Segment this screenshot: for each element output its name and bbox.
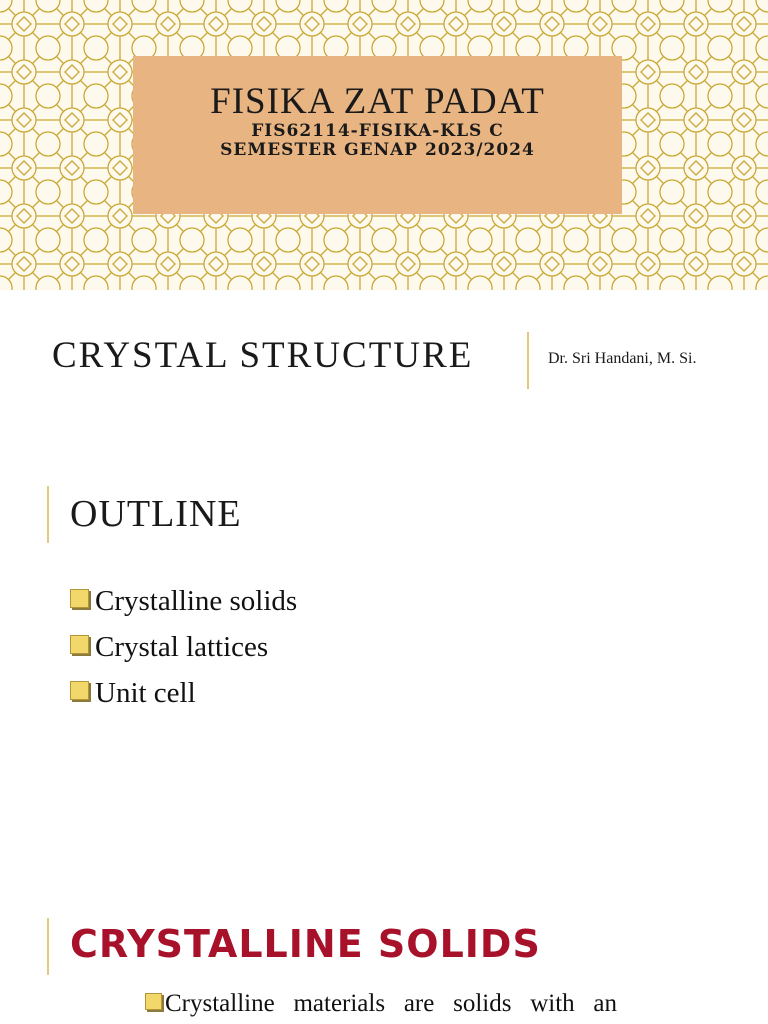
- section-accent-bar: [47, 918, 49, 975]
- list-item: Crystalline solids: [70, 578, 297, 624]
- bullet-paragraph: [145, 988, 617, 1020]
- author-name: Dr. Sri Handani, M. Si.: [548, 350, 697, 367]
- checkbox-bullet-icon: [70, 589, 89, 608]
- list-item: Crystal lattices: [70, 624, 297, 670]
- bullet-words: Crystalline materials are solids with an: [165, 990, 617, 1017]
- section-heading: CRYSTALLINE SOLIDS: [70, 922, 541, 966]
- cut-off-text-line: [145, 1018, 617, 1024]
- checkbox-bullet-icon: [145, 993, 162, 1010]
- list-item: Unit cell: [70, 670, 297, 716]
- outline-list: [70, 578, 297, 716]
- outline-heading: OUTLINE: [70, 493, 242, 535]
- semester-label: SEMESTER GENAP 2023/2024: [220, 140, 535, 160]
- course-code: FIS62114-FISIKA-KLS C: [251, 121, 504, 141]
- course-title: FISIKA ZAT PADAT: [210, 81, 545, 122]
- outline-accent-bar: [47, 486, 49, 543]
- title-slide-banner: [0, 0, 768, 290]
- title-divider: [527, 332, 529, 389]
- title-box: [133, 56, 622, 214]
- checkbox-bullet-icon: [70, 681, 89, 700]
- checkbox-bullet-icon: [70, 635, 89, 654]
- topic-title: CRYSTAL STRUCTURE: [52, 335, 474, 376]
